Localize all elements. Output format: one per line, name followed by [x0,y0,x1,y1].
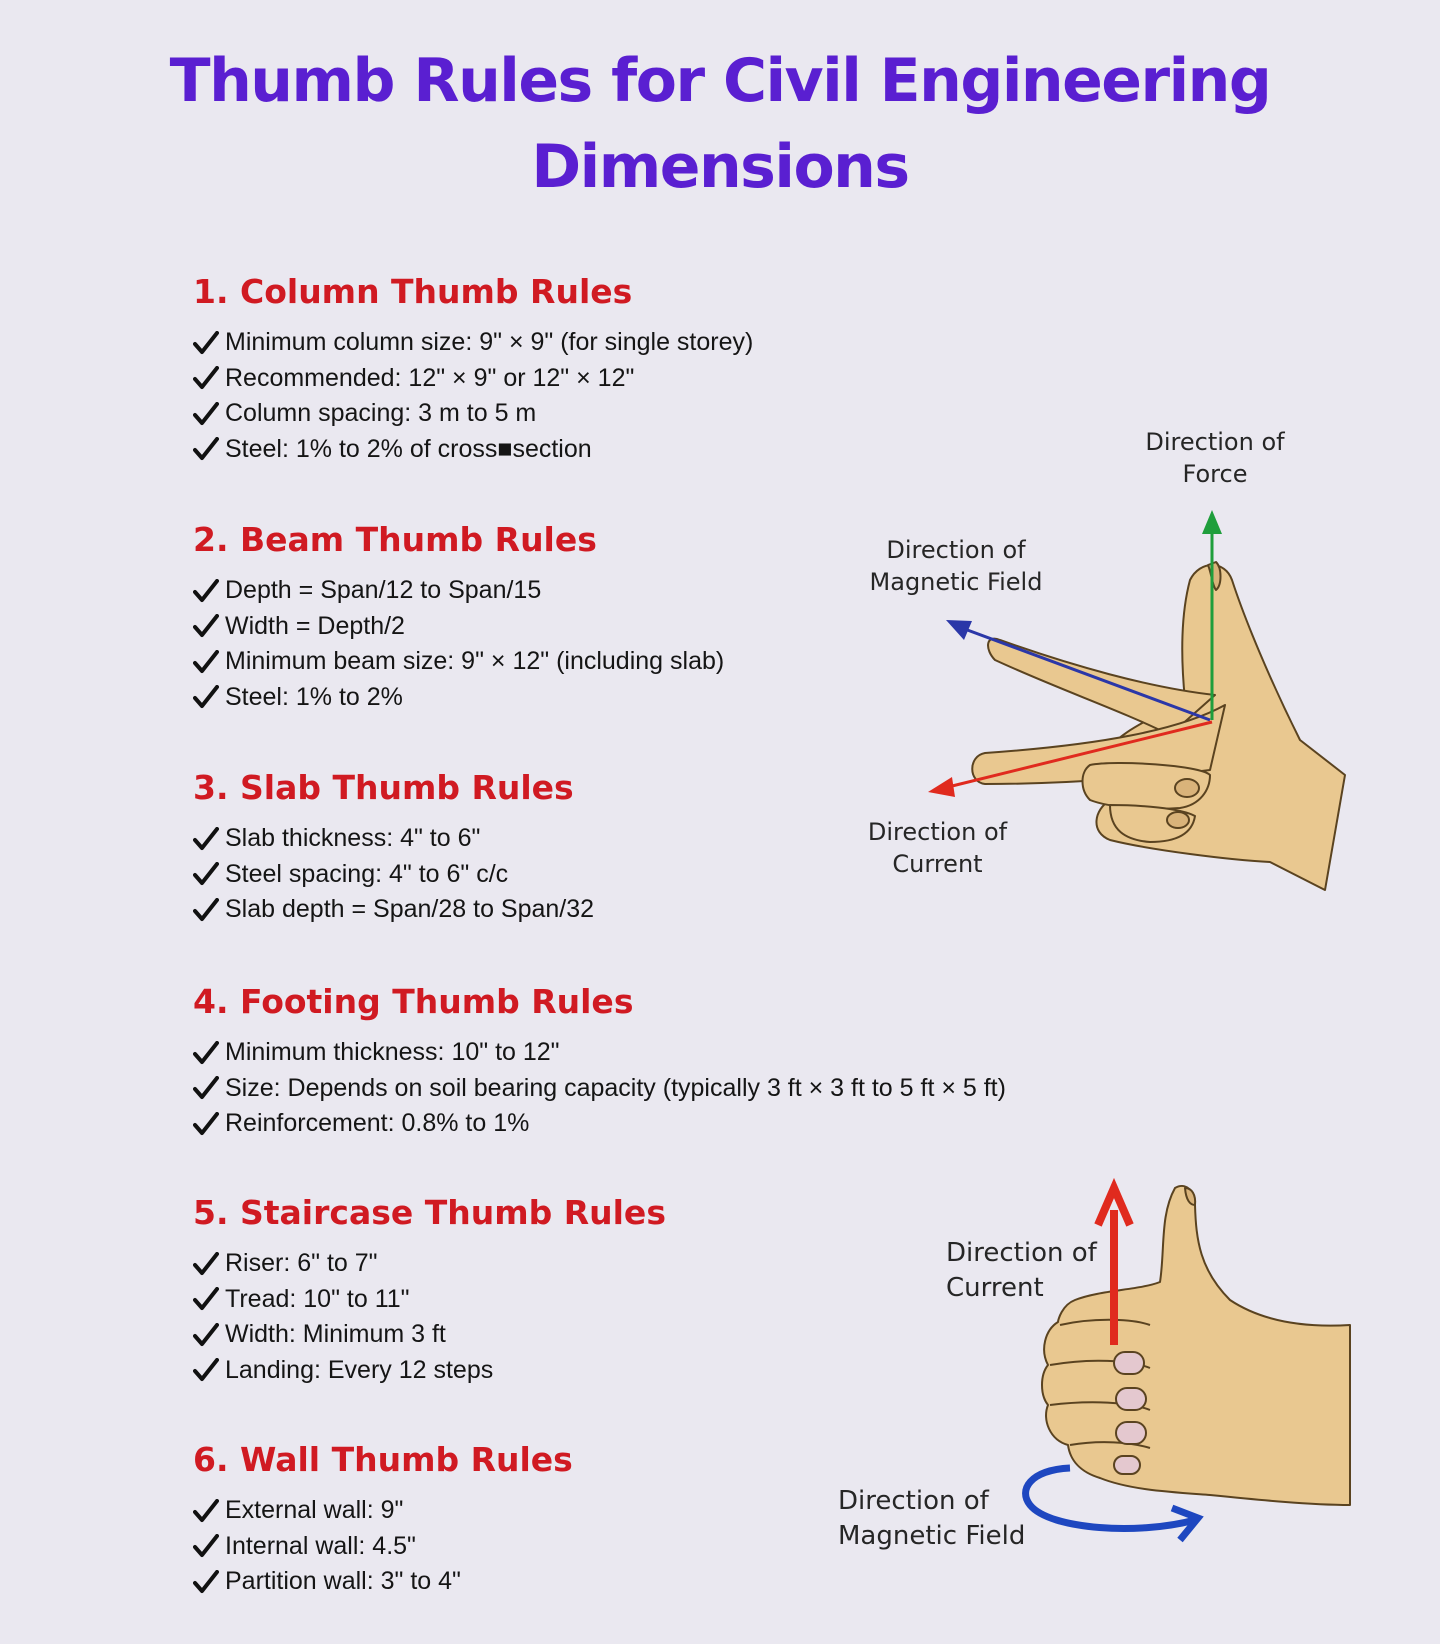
rule-text: Reinforcement: 0.8% to 1% [225,1109,530,1137]
rule-text: Minimum beam size: 9" × 12" (including slab) [225,647,725,675]
rule-text: Landing: Every 12 steps [225,1355,494,1384]
rule-text: Size: Depends on soil bearing capacity (typically 3 ft × 3 ft to 5 ft × 5 ft) [225,1073,1006,1102]
section-heading: 6. Wall Thumb Rules [193,1440,573,1479]
section-heading: 5. Staircase Thumb Rules [193,1193,666,1232]
force-direction-label: Direction of Force [1145,428,1285,488]
rule-text: External wall: 9" [225,1496,404,1524]
right-hand-body [1042,1186,1350,1505]
rule-text: Steel: 1% to 2% of cross■section [225,434,592,463]
magnetic-field-direction-label: Direction of Magnetic Field [869,536,1043,596]
rule-text: Steel spacing: 4" to 6" c/c [225,859,509,888]
section-heading: 1. Column Thumb Rules [193,272,633,311]
rule-text: Slab thickness: 4" to 6" [225,824,481,852]
rule-text: Tread: 10" to 11" [225,1284,410,1313]
section-heading: 2. Beam Thumb Rules [193,520,597,559]
rule-text: Minimum column size: 9" × 9" (for single storey) [225,328,754,356]
title-line-2: Dimensions [531,132,909,202]
title-line-1: Thumb Rules for Civil Engineering [169,46,1271,116]
rule-text: Depth = Span/12 to Span/15 [225,576,542,604]
rule-text: Steel: 1% to 2% [225,682,403,711]
rule-text: Internal wall: 4.5" [225,1531,416,1560]
current-direction-label: Direction of Current [867,818,1008,878]
rule-text: Width = Depth/2 [225,611,405,640]
rule-text: Partition wall: 3" to 4" [225,1567,461,1595]
right-hand-current-label: Direction of Current [946,1238,1097,1303]
section-heading: 3. Slab Thumb Rules [193,768,574,807]
section-heading: 4. Footing Thumb Rules [193,982,634,1021]
rule-text: Slab depth = Span/28 to Span/32 [225,895,595,923]
rule-text: Width: Minimum 3 ft [225,1320,446,1348]
rule-text: Riser: 6" to 7" [225,1249,378,1277]
rule-text: Minimum thickness: 10" to 12" [225,1038,560,1066]
right-hand-field-label: Direction of Magnetic Field [838,1486,1026,1551]
rule-text: Recommended: 12" × 9" or 12" × 12" [225,363,635,392]
rule-text: Column spacing: 3 m to 5 m [225,399,537,427]
